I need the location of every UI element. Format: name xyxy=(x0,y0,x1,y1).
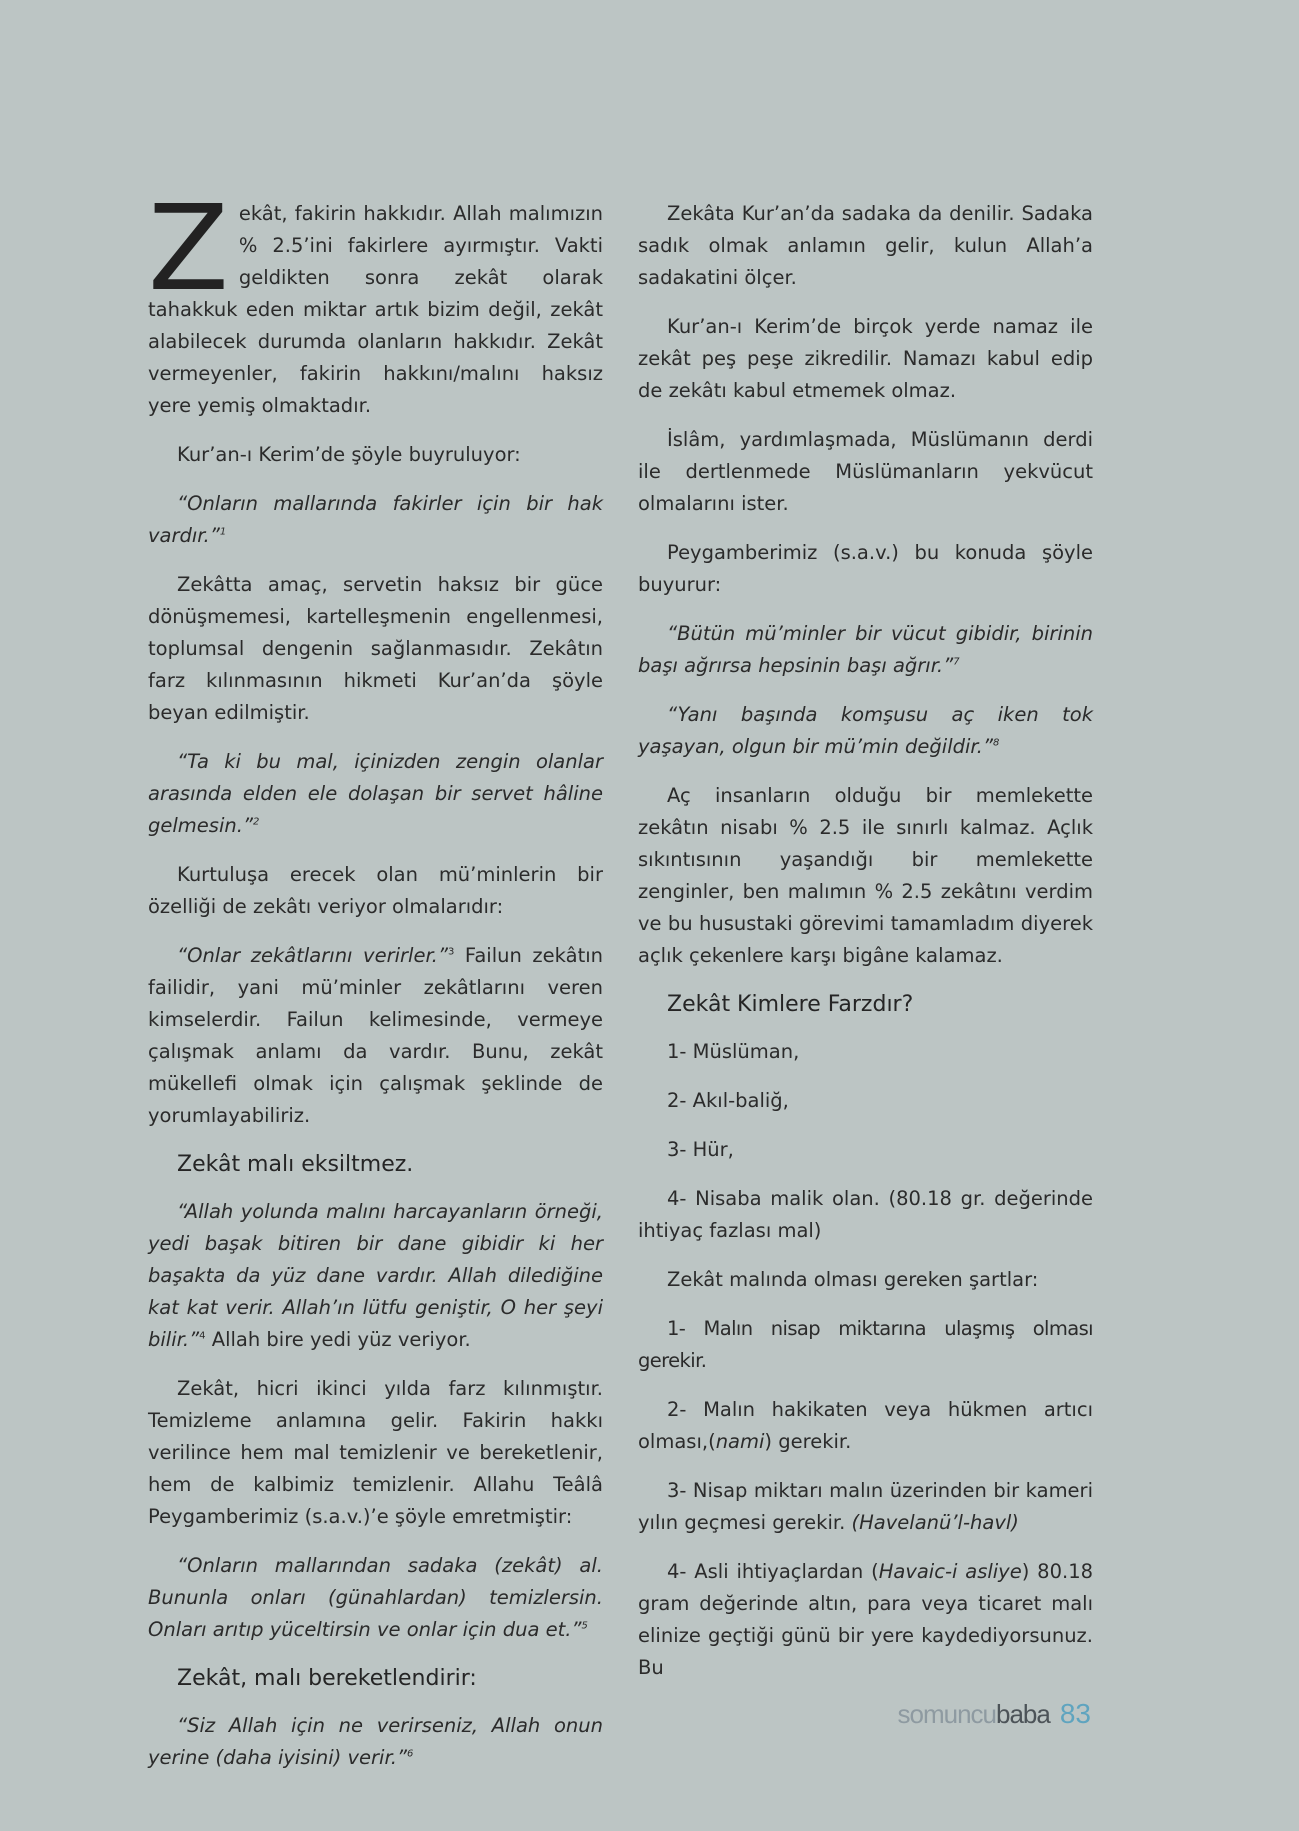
quote: “Yanı başında komşusu aç iken tok yaşayan, olgun bir mü’min değildir.”$^8$ xyxy=(638,703,1093,758)
list-item: 3- Hür, xyxy=(667,1138,734,1161)
footnote-ref: 1 xyxy=(219,526,227,538)
footnote-ref: 6 xyxy=(407,1748,414,1760)
intro-paragraph: Zekât, fakirin hakkıdır. Allah malımızın % 2.5’ini fakirlere ayırmıştır. Vakti geldikten sonra zekât olarak tahakkuk eden miktar artık bizim değil, zekât alabilecek durumda olanların hakkıdır. Zekât vermeyenler, fakirin hakkını/malını haksız yere yemiş olmaktadır. xyxy=(148,179,603,417)
list-item: 1- Müslüman, xyxy=(667,1040,800,1063)
condition-item: 3- Nisap miktarı malın üzerinden bir kameri yılın geçmesi gerekir. (Havelanü’l-havl) xyxy=(638,1479,1093,1534)
quote: “Onların mallarından sadaka (zekât) al. Bununla onları (günahlardan) temizlersin. Onları arıtıp yüceltirsin ve onlar için dua et.”$^5$ xyxy=(148,1554,603,1641)
footnote-ref: 2 xyxy=(253,816,260,828)
quote: “Ta ki bu mal, içinizden zengin olanlar arasında elden ele dolaşan bir servet hâline gelmesin.”$^2$ xyxy=(148,750,603,837)
condition-item: 4- Asli ihtiyaçlardan (Havaic-i asliye) 80.18 gram değerinde altın, para veya ticaret malı elinize geçtiği günü bir yere kaydediyorsunuz. Bu xyxy=(638,1560,1094,1679)
page-number: 83 xyxy=(1059,1698,1091,1729)
left-column xyxy=(148,179,603,1791)
footnote-ref: 5 xyxy=(581,1620,588,1632)
footnote-ref: 4 xyxy=(199,1330,206,1342)
section-heading: Zekât Kimlere Farzdır? xyxy=(667,992,914,1017)
condition-item: 1- Malın nisap miktarına ulaşmış olması gerekir. xyxy=(638,1317,1093,1372)
list-item: 4- Nisaba malik olan. (80.18 gr. değerinde ihtiyaç fazlası mal) xyxy=(638,1187,1093,1242)
footnote-ref: 8 xyxy=(992,737,1000,749)
quote: “Bütün mü’minler bir vücut gibidir, birinin başı ağrırsa hepsinin başı ağrır.”$^7$ xyxy=(638,622,1093,677)
paragraph: Zekât malında olması gereken şartlar: xyxy=(667,1268,1039,1291)
paragraph: İslâm, yardımlaşmada, Müslümanın derdi ile dertlenmede Müslümanların yekvücut olmalarını ister. xyxy=(638,428,1093,515)
quote: “Onların mallarında fakirler için bir hak vardır.”$^1$ xyxy=(148,492,603,547)
brand-name-dark: baba xyxy=(996,1699,1050,1729)
condition-item: 2- Malın hakikaten veya hükmen artıcı olması,(nami) gerekir. xyxy=(638,1398,1093,1453)
quote: “Siz Allah için ne verirseniz, Allah onun yerine (daha iyisini) verir.”$^6$ xyxy=(148,1714,603,1769)
list-item: 2- Akıl-baliğ, xyxy=(667,1089,789,1112)
footnote-ref: 7 xyxy=(953,656,960,668)
section-heading: Zekât malı eksiltmez. xyxy=(177,1152,414,1177)
paragraph: Peygamberimiz (s.a.v.) bu konuda şöyle buyurur: xyxy=(638,541,1093,596)
paragraph: Kur’an-ı Kerim’de birçok yerde namaz ile zekât peş peşe zikredilir. Namazı kabul edip de zekâtı kabul etmemek olmaz. xyxy=(638,315,1093,402)
paragraph: Aç insanların olduğu bir memlekette zekâtın nisabı % 2.5 ile sınırlı kalmaz. Açlık sıkıntısının yaşandığı bir memlekette zenginler, ben malımın % 2.5 zekâtını verdim ve bu husustaki görevimi tamamladım diyerek açlık çekenlere karşı bigâne kalamaz. xyxy=(638,784,1093,967)
paragraph: Kurtuluşa erecek olan mü’minlerin bir özelliği de zekâtı veriyor olmalarıdır: xyxy=(148,863,603,918)
page-footer xyxy=(898,1698,1092,1730)
drop-cap: Z xyxy=(148,179,229,317)
footnote-ref: 3 xyxy=(447,946,455,958)
brand-name-light: somuncu xyxy=(897,1699,996,1729)
paragraph: Zekâtta amaç, servetin haksız bir güce dönüşmemesi, kartelleşmenin engellenmesi, toplumsal dengenin sağlanmasıdır. Zekâtın farz kılınmasının hikmeti Kur’an’da şöyle beyan edilmiştir. xyxy=(148,573,603,724)
paragraph: Zekât, hicri ikinci yılda farz kılınmıştır. Temizleme anlamına gelir. Fakirin hakkı verilince hem mal temizlenir ve bereketlenir, hem de kalbimiz temizlenir. Allahu Teâlâ Peygamberimiz (s.a.v.)’e şöyle emretmiştir: xyxy=(148,1377,603,1528)
quote: “Allah yolunda malını harcayanların örneği, yedi başak bitiren bir dane gibidir ki her başakta da yüz dane vardır. Allah dilediğine kat kat verir. Allah’ın lütfu geniştir, O her şeyi bilir.”$^4$ Allah bire yedi yüz veriyor. xyxy=(148,1200,603,1351)
paragraph: Zekâta Kur’an’da sadaka da denilir. Sadaka sadık olmak anlamın gelir, kulun Allah’a sadakatini ölçer. xyxy=(638,202,1093,289)
right-column xyxy=(638,198,1093,1701)
paragraph: Kur’an-ı Kerim’de şöyle buyruluyor: xyxy=(177,443,521,466)
paragraph: “Onlar zekâtlarını verirler.”$^3$ Failun zekâtın failidir, yani mü’minler zekâtlarını veren kimselerdir. Failun kelimesinde, vermeye çalışmak anlamı da vardır. Bunu, zekât mükellefi olmak için çalışmak şeklinde de yorumlayabiliriz. xyxy=(148,944,603,1127)
section-heading: Zekât, malı bereketlendirir: xyxy=(177,1666,477,1691)
